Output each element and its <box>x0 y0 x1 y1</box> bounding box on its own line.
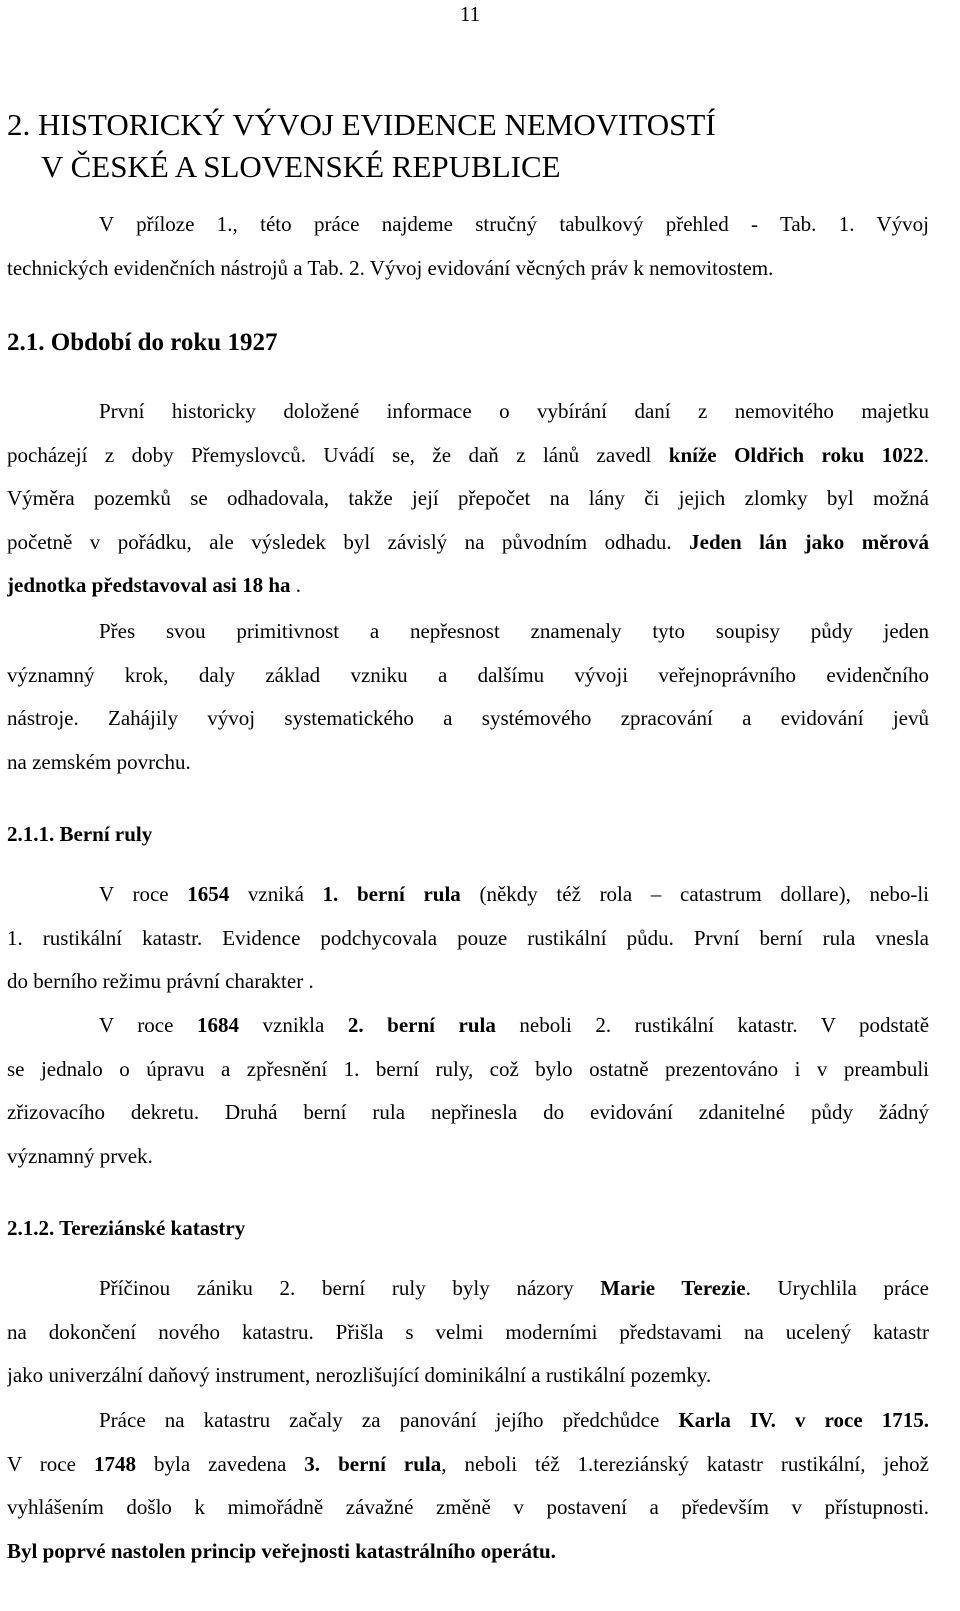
chapter-title <box>7 104 907 188</box>
text-line: do berního režimu právní charakter . <box>7 969 314 993</box>
text-line: zřizovacího dekretu. Druhá berní rula nepřinesla do evidování zdanitelné půdy žádný <box>7 1100 929 1124</box>
text-line: vyhlášením došlo k mimořádně závažné změně v postavení a především v přístupnosti. <box>7 1495 929 1519</box>
subsection-heading: 2.1.2. Tereziánské katastry <box>7 1216 246 1240</box>
text-line: jako univerzální daňový instrument, nerozlišující dominikální a rustikální pozemky. <box>7 1363 712 1387</box>
paragraph <box>7 610 929 784</box>
text-line: významný prvek. <box>7 1143 153 1168</box>
subsection-heading: 2.1.1. Berní ruly <box>7 822 153 846</box>
text-line: V roce 1684 vznikla 2. berní rula neboli 2. rustikální katastr. V podstatě <box>99 1013 929 1037</box>
text-line: V příloze 1., této práce najdeme stručný tabulkový přehled - Tab. 1. Vývoj <box>99 212 929 236</box>
text-line: V roce 1748 byla zavedena 3. berní rula, neboli též 1.tereziánský katastr rustikální, jehož <box>7 1451 929 1476</box>
paragraph <box>7 390 929 608</box>
bold-text: Byl poprvé nastolen princip veřejnosti katastrálního operátu. <box>7 1538 556 1563</box>
text-line: technických evidenčních nástrojů a Tab. 2. Vývoj evidování věcných práv k nemovitostem. <box>7 255 774 280</box>
text-line <box>7 1530 929 1574</box>
text-line: se jednalo o úpravu a zpřesnění 1. berní ruly, což bylo ostatně prezentováno i v preambuli <box>7 1056 929 1081</box>
bold-text: jednotka představoval asi 18 ha <box>7 573 291 597</box>
chapter-title-line-1: 2. HISTORICKÝ VÝVOJ EVIDENCE NEMOVITOSTÍ <box>7 107 716 142</box>
text-line: významný krok, daly základ vzniku a dalšímu vývoji veřejnoprávního evidenčního <box>7 662 929 687</box>
text-line: pocházejí z doby Přemyslovců. Uvádí se, že daň z lánů zavedl kníže Oldřich roku 1022. <box>7 442 929 467</box>
chapter-title-line-2: V ČESKÉ A SLOVENSKÉ REPUBLICE <box>41 149 561 184</box>
text-line: nástroje. Zahájily vývoj systematického a systémového zpracování a evidování jevů <box>7 706 929 730</box>
paragraph <box>7 1399 929 1573</box>
bold-text: Jeden lán jako měrová <box>689 529 929 554</box>
text-line: na zemském povrchu. <box>7 749 191 774</box>
text-line: První historicky doložené informace o vybírání daní z nemovitého majetku <box>99 399 929 423</box>
text-line: Výměra pozemků se odhadovala, takže její přepočet na lány či jejich zlomky byl možná <box>7 486 929 510</box>
text-line: na dokončení nového katastru. Přišla s velmi moderními představami na ucelený katastr <box>7 1319 929 1344</box>
text-line: Přes svou primitivnost a nepřesnost znamenaly tyto soupisy půdy jeden <box>99 619 929 643</box>
section-heading: 2.1. Období do roku 1927 <box>7 329 278 356</box>
bold-text: kníže Oldřich roku 1022 <box>668 442 924 467</box>
text-line: jednotka představoval asi 18 ha . <box>7 573 302 597</box>
paragraph <box>7 873 929 1004</box>
text-line: 1. rustikální katastr. Evidence podchycovala pouze rustikální půdu. První berní rula vnesla <box>7 925 929 950</box>
text-line: Práce na katastru začaly za panování jejího předchůdce Karla IV. v roce 1715. <box>99 1408 929 1432</box>
intro-paragraph <box>7 203 929 290</box>
text-line: V roce 1654 vzniká 1. berní rula (někdy též rola – catastrum dollare), nebo-li <box>99 882 929 906</box>
page-number: 11 <box>459 2 481 26</box>
text-line: početně v pořádku, ale výsledek byl závislý na původním odhadu. Jeden lán jako měrová <box>7 529 929 554</box>
paragraph <box>7 1004 929 1178</box>
text-line: Příčinou zániku 2. berní ruly byly názory Marie Terezie. Urychlila práce <box>99 1276 929 1300</box>
paragraph <box>7 1267 929 1398</box>
